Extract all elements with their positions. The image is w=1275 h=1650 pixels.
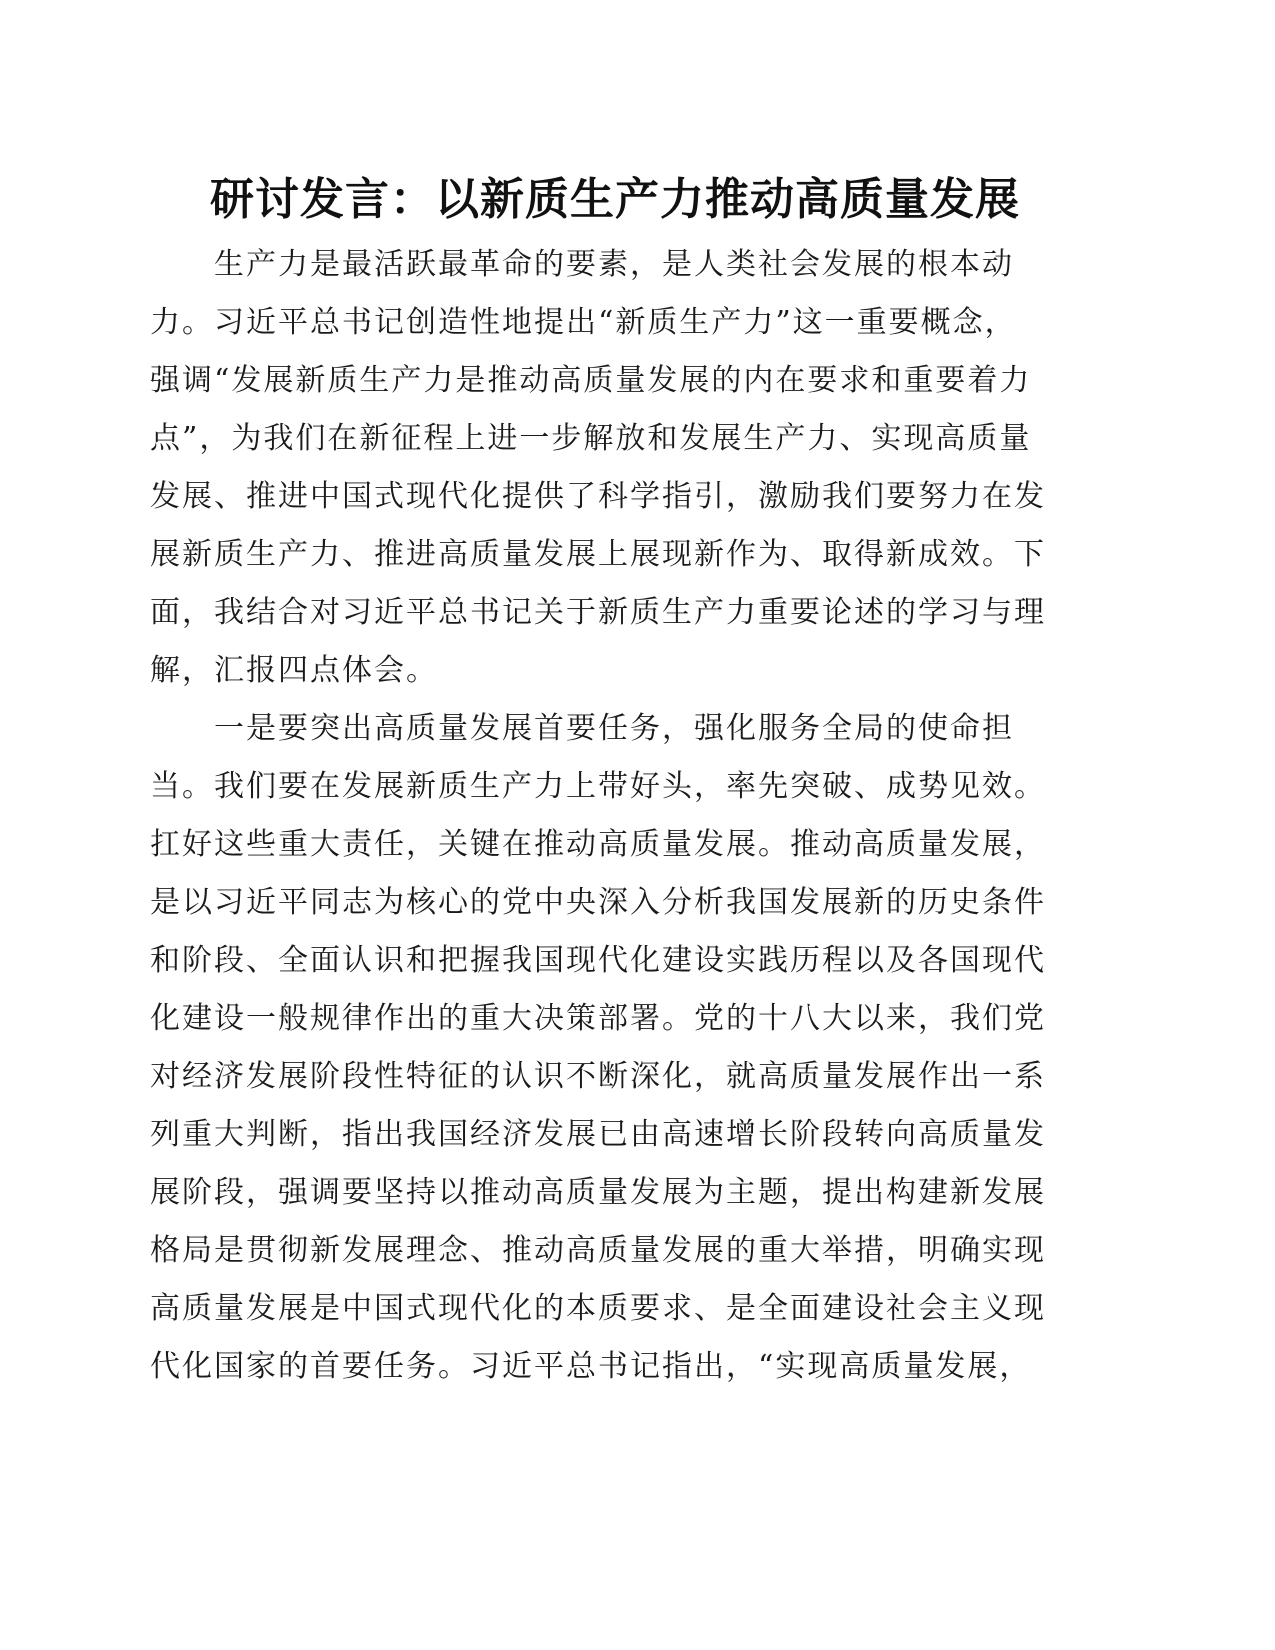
text-line: 点”，为我们在新征程上进一步解放和发展生产力、实现高质量: [150, 421, 1032, 456]
text-line: 扛好这些重大责任，关键在推动高质量发展。推动高质量发展，: [150, 827, 1046, 862]
document-title: 研讨发言：以新质生产力推动高质量发展: [210, 174, 1020, 225]
text-line: 面，我结合对习近平总书记关于新质生产力重要论述的学习与理: [150, 595, 1046, 630]
paragraph-1: [150, 236, 1085, 700]
text-line: 展新质生产力、推进高质量发展上展现新作为、取得新成效。下: [150, 537, 1046, 572]
text-line: 当。我们要在发展新质生产力上带好头，率先突破、成势见效。: [150, 769, 1046, 804]
text-line: 展阶段，强调要坚持以推动高质量发展为主题，提出构建新发展: [150, 1175, 1046, 1210]
paragraph-2: [150, 700, 1085, 1396]
text-line: 格局是贯彻新发展理念、推动高质量发展的重大举措，明确实现: [150, 1233, 1046, 1268]
text-line: 高质量发展是中国式现代化的本质要求、是全面建设社会主义现: [150, 1291, 1046, 1326]
document-body: [150, 236, 1085, 1396]
text-line: 解，汇报四点体会。: [150, 653, 438, 688]
text-line: 代化国家的首要任务。习近平总书记指出，“实现高质量发展，: [150, 1349, 1032, 1384]
text-line: 强调“发展新质生产力是推动高质量发展的内在要求和重要着力: [150, 363, 1032, 398]
text-line: 化建设一般规律作出的重大决策部署。党的十八大以来，我们党: [150, 1001, 1046, 1036]
text-line: 列重大判断，指出我国经济发展已由高速增长阶段转向高质量发: [150, 1117, 1046, 1152]
text-line: 生产力是最活跃最革命的要素，是人类社会发展的根本动: [214, 247, 1014, 282]
text-line: 力。习近平总书记创造性地提出“新质生产力”这一重要概念，: [150, 305, 1017, 340]
text-line: 发展、推进中国式现代化提供了科学指引，激励我们要努力在发: [150, 479, 1046, 514]
text-line: 一是要突出高质量发展首要任务，强化服务全局的使命担: [214, 711, 1014, 746]
text-line: 对经济发展阶段性特征的认识不断深化，就高质量发展作出一系: [150, 1059, 1046, 1094]
text-line: 和阶段、全面认识和把握我国现代化建设实践历程以及各国现代: [150, 943, 1046, 978]
text-line: 是以习近平同志为核心的党中央深入分析我国发展新的历史条件: [150, 885, 1046, 920]
